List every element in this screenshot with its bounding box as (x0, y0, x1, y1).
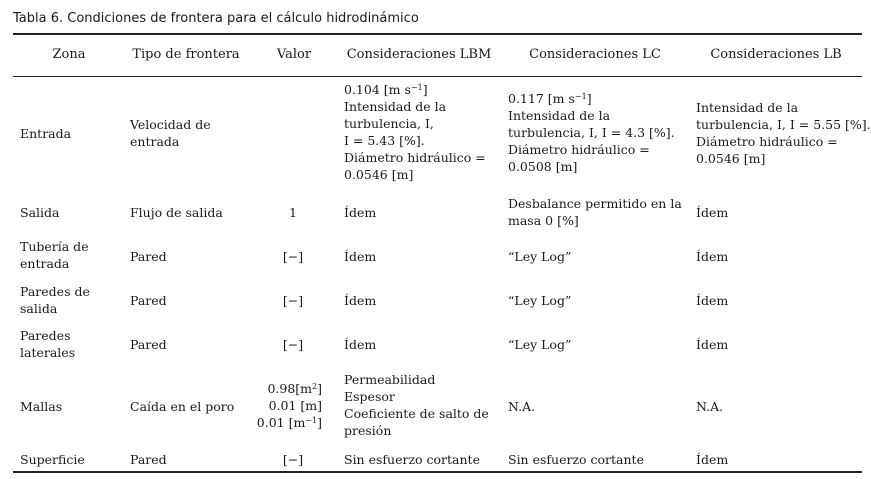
paredes-laterales-lbm: Ídem (344, 337, 377, 352)
paredes-salida-lbm: Ídem (344, 293, 377, 308)
tuberia-lb: Ídem (696, 249, 729, 264)
salida-lbm: Ídem (344, 205, 377, 220)
paredes-laterales-lc: “Ley Log” (508, 337, 572, 352)
mallas-lbm-line: Coeficiente de salto de (344, 406, 489, 421)
mallas-valor (250, 380, 322, 431)
paredes-salida-lc: “Ley Log” (508, 293, 572, 308)
entrada-lbm-line: 0.0546 [m] (344, 167, 414, 182)
mallas-zona: Mallas (20, 399, 63, 414)
paredes-laterales-lb: Ídem (696, 337, 729, 352)
header-lc: Consideraciones LC (529, 47, 661, 62)
tuberia-lbm: Ídem (344, 249, 377, 264)
entrada-lbm-line: I = 5.43 [%]. (344, 133, 425, 148)
top-rule (13, 33, 862, 35)
header-zona: Zona (52, 47, 86, 62)
superficie-zona: Superficie (20, 452, 85, 467)
tuberia-zona-line: Tubería de (20, 239, 89, 254)
salida-valor: 1 (289, 205, 297, 220)
tuberia-zona-line: entrada (20, 256, 70, 271)
paredes-salida-zona-line: salida (20, 301, 58, 316)
salida-zona: Salida (20, 205, 60, 220)
paredes-laterales-valor: [−] (282, 337, 304, 352)
entrada-tipo-line: Velocidad de (130, 117, 211, 132)
entrada-lbm-velocity: 0.104 [m $s^{-1}$] (344, 82, 428, 97)
paredes-salida-zona-line: Paredes de (20, 284, 90, 299)
superficie-lb: Ídem (696, 452, 729, 467)
entrada-lb-line: turbulencia, I, I = 5.55 [%]. (696, 117, 871, 132)
mallas-lbm-line: Espesor (344, 389, 395, 404)
superficie-valor: [−] (282, 452, 304, 467)
mallas-tipo: Caída en el poro (130, 399, 235, 414)
bottom-rule (13, 471, 862, 473)
entrada-lbm (344, 81, 486, 183)
paredes-laterales-zona (20, 327, 75, 361)
mallas-valor-permeability: $0.98[m^2]$ (267, 381, 322, 396)
mallas-valor-jump: 0.01 $[m^{-1}]$ (256, 415, 322, 430)
entrada-lc (508, 90, 675, 175)
header-tipo: Tipo de frontera (132, 47, 240, 62)
mallas-lc: N.A. (508, 399, 536, 414)
paredes-laterales-tipo: Pared (130, 337, 167, 352)
entrada-lc-line: turbulencia, I, I = 4.3 [%]. (508, 125, 675, 140)
entrada-lb-line: Intensidad de la (696, 100, 799, 115)
salida-lb: Ídem (696, 205, 729, 220)
entrada-lb (696, 99, 871, 167)
superficie-tipo: Pared (130, 452, 167, 467)
entrada-lbm-line: turbulencia, I, (344, 116, 434, 131)
header-valor: Valor (276, 47, 312, 62)
entrada-lbm-line: Intensidad de la (344, 99, 447, 114)
paredes-salida-valor: [−] (282, 293, 304, 308)
paredes-salida-tipo: Pared (130, 293, 167, 308)
entrada-zona: Entrada (20, 126, 72, 141)
salida-lc-line: Desbalance permitido en la (508, 196, 682, 211)
entrada-lc-line: Intensidad de la (508, 108, 611, 123)
entrada-lc-line: 0.0508 [m] (508, 159, 578, 174)
entrada-lb-line: Diámetro hidráulico = (696, 134, 838, 149)
table-caption: Tabla 6. Condiciones de frontera para el cálculo hidrodinámico (13, 11, 419, 26)
entrada-lc-velocity: 0.117 [m $s^{-1}$] (508, 91, 592, 106)
salida-tipo: Flujo de salida (130, 205, 223, 220)
salida-lc-line: masa 0 [%] (508, 213, 579, 228)
tuberia-zona (20, 238, 89, 272)
superficie-lbm: Sin esfuerzo cortante (344, 452, 480, 467)
paredes-salida-zona (20, 283, 90, 317)
paredes-laterales-zona-line: Paredes (20, 328, 71, 343)
entrada-tipo (130, 116, 211, 150)
paredes-salida-lb: Ídem (696, 293, 729, 308)
header-lb: Consideraciones LB (710, 47, 842, 62)
mallas-lb: N.A. (696, 399, 724, 414)
tuberia-tipo: Pared (130, 249, 167, 264)
mallas-lbm-line: Permeabilidad (344, 372, 436, 387)
entrada-lbm-line: Diámetro hidráulico = (344, 150, 486, 165)
entrada-lc-line: Diámetro hidráulico = (508, 142, 650, 157)
superficie-lc: Sin esfuerzo cortante (508, 452, 644, 467)
mallas-lbm (344, 371, 489, 439)
paredes-laterales-zona-line: laterales (20, 345, 76, 360)
mallas-lbm-line: presión (344, 423, 392, 438)
header-lbm: Consideraciones LBM (346, 47, 492, 62)
entrada-tipo-line: entrada (130, 134, 180, 149)
salida-lc (508, 195, 682, 229)
header-rule (13, 76, 862, 77)
tuberia-lc: “Ley Log” (508, 249, 572, 264)
mallas-valor-thickness: 0.01 [m] (268, 398, 322, 413)
entrada-lb-line: 0.0546 [m] (696, 151, 766, 166)
tuberia-valor: [−] (282, 249, 304, 264)
